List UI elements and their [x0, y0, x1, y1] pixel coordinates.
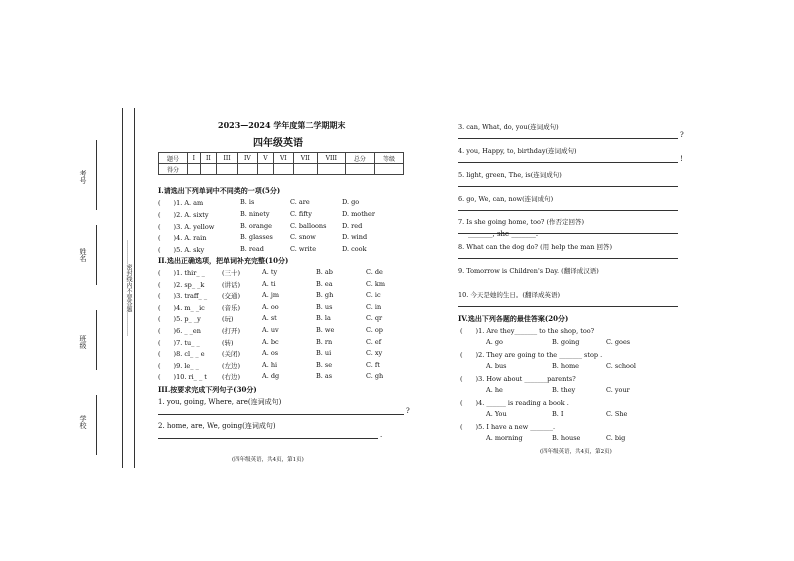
option-c[interactable]: C. op — [366, 326, 383, 334]
option-a[interactable]: A. You — [486, 410, 507, 418]
question-stem: ( )4. m_ _ic — [158, 303, 205, 312]
answer-end-mark: ! — [680, 155, 683, 163]
chinese-hint: (打开) — [222, 327, 241, 335]
question-stem: 9. Tomorrow is Children's Day. (翻译成汉语) — [458, 267, 599, 275]
option-c[interactable]: C. ft — [366, 360, 380, 369]
option-b[interactable]: B. ea — [316, 279, 333, 288]
option-a[interactable]: A. oo — [262, 302, 279, 311]
question-stem: ( )1. Are they_______ to the shop, too? — [460, 327, 595, 335]
option-c[interactable]: C. in — [366, 302, 382, 311]
score-cell[interactable] — [273, 164, 293, 175]
score-cell[interactable] — [257, 164, 273, 175]
answer-line[interactable] — [458, 138, 678, 139]
section1-title: I.请选出下列单词中不同类的一项(5分) — [158, 186, 281, 195]
answer-line[interactable] — [158, 414, 404, 415]
option-d[interactable]: D. red — [342, 221, 363, 230]
option-a[interactable]: A. bus — [486, 362, 507, 370]
option-b[interactable]: B. I — [552, 410, 564, 418]
option-b[interactable]: B. we — [316, 326, 335, 334]
score-header-cell: 题号 — [159, 153, 188, 164]
question-stem: ( )3. traff_ _ — [158, 292, 208, 301]
score-table — [158, 152, 404, 175]
option-c[interactable]: C. write — [290, 245, 317, 254]
answer-end-mark: ? — [680, 131, 684, 139]
seal-line-2 — [134, 108, 135, 468]
option-b[interactable]: B. they — [552, 386, 576, 394]
option-b[interactable]: B. se — [316, 360, 333, 369]
score-header-cell: I — [188, 153, 201, 164]
option-c[interactable]: C. balloons — [290, 221, 327, 230]
option-b[interactable]: B. read — [240, 245, 264, 254]
question-stem: 6. go, We, can, now(连词成句) — [458, 195, 554, 203]
score-header-cell: 等级 — [374, 153, 403, 164]
option-a[interactable]: A. he — [486, 386, 503, 394]
option-b[interactable]: B. as — [316, 372, 333, 381]
question-stem: ( )6. _ _en — [158, 327, 201, 335]
option-a[interactable]: A. morning — [486, 434, 523, 442]
section4-title: IV.选出下列各题的最佳答案(20分) — [458, 314, 569, 323]
question-stem: ( )2. sp_ _k — [158, 280, 205, 289]
question-stem: ( )1. A. am — [158, 199, 204, 207]
chinese-hint: (转) — [222, 338, 234, 347]
question-stem: 8. What can the dog do? (用 help the man 回答) — [458, 243, 613, 251]
chinese-hint: (音乐) — [222, 303, 241, 312]
chinese-hint: (讲话) — [222, 280, 241, 289]
option-a[interactable]: A. dg — [262, 372, 280, 381]
option-c[interactable]: C. snow — [290, 233, 316, 242]
question-stem: 10. 今天是她的生日。(翻译成英语) — [458, 291, 560, 299]
question-stem: 7. Is she going home, too? (作否定回答) — [458, 218, 585, 226]
question-stem: 3. can, What, do, you(连词成句) — [458, 123, 559, 131]
seal-line-1 — [122, 108, 123, 468]
s3-question-1: 1. you, going, Where, are(连词成句) — [158, 398, 282, 406]
section2-title: II.选出正确选项，把单词补充完整(10分) — [158, 256, 289, 265]
option-b[interactable]: B. orange — [240, 221, 272, 230]
question-stem: ( )2. A. sixty — [158, 210, 209, 219]
score-cell[interactable] — [345, 164, 374, 175]
score-cell[interactable] — [374, 164, 403, 175]
option-c[interactable]: C. goes — [606, 338, 631, 346]
option-c[interactable]: C. xy — [366, 349, 383, 358]
score-header-cell: III — [217, 153, 238, 164]
option-c[interactable]: C. ic — [366, 291, 381, 300]
chinese-hint: (右边) — [222, 373, 241, 382]
option-c[interactable]: C. gh — [366, 372, 384, 381]
answer-line[interactable] — [458, 210, 678, 211]
chinese-hint: (三十) — [222, 269, 241, 277]
score-cell[interactable] — [237, 164, 257, 175]
answer-line[interactable] — [458, 258, 678, 259]
name-field[interactable] — [96, 225, 97, 285]
question-stem: ( )5. A. sky — [158, 246, 205, 255]
kaohao-label: 考号 — [79, 170, 87, 184]
chinese-hint: (左边) — [222, 361, 241, 370]
option-d[interactable]: D. go — [342, 198, 360, 206]
question-stem: 4. you, Happy, to, birthday(连词成句) — [458, 147, 577, 155]
question-stem: ( )4. A. rain — [158, 234, 207, 243]
option-d[interactable]: D. wind — [342, 233, 368, 242]
section3-title: III.按要求完成下列句子(30分) — [158, 385, 257, 394]
option-d[interactable]: D. cook — [342, 245, 367, 254]
school-label: 学校 — [79, 415, 87, 429]
kaohao-field[interactable] — [96, 140, 97, 210]
score-header-cell: V — [257, 153, 273, 164]
answer-line[interactable] — [458, 162, 678, 163]
option-a[interactable]: A. go — [486, 338, 503, 346]
question-stem: ( )9. le_ _ — [158, 361, 199, 370]
score-cell[interactable] — [188, 164, 201, 175]
question-stem: ( )3. A. yellow — [158, 222, 215, 231]
option-c[interactable]: C. km — [366, 279, 385, 288]
seal-text: …………密封线内不要答题………… — [125, 240, 132, 336]
option-b[interactable]: B. ninety — [240, 209, 270, 218]
chinese-hint: (关闭) — [222, 350, 241, 359]
score-cell[interactable] — [200, 164, 217, 175]
option-c[interactable]: C. school — [606, 362, 636, 370]
option-c[interactable]: C. She — [606, 410, 628, 418]
option-b[interactable]: B. gh — [316, 291, 334, 300]
question-stem: ( )1. thir_ _ — [158, 269, 205, 277]
school-field[interactable] — [96, 395, 97, 455]
question-stem: ( )3. How about _______parents? — [460, 375, 576, 383]
score-header-cell: VIII — [317, 153, 345, 164]
class-field[interactable] — [96, 310, 97, 370]
option-b[interactable]: B. ui — [316, 349, 332, 358]
q7-answer-template: _______, she _______. — [468, 230, 539, 238]
answer-line[interactable] — [458, 186, 678, 187]
question-stem: ( )4. ______ is reading a book . — [460, 399, 569, 407]
option-a[interactable]: A. st — [262, 314, 277, 323]
question-stem: ( )2. They are going to the _______ stop . — [460, 351, 603, 359]
answer-line[interactable] — [158, 438, 378, 439]
option-c[interactable]: C. are — [290, 198, 310, 206]
option-a[interactable]: A. uv — [262, 326, 279, 334]
option-b[interactable]: B. house — [552, 434, 581, 442]
score-header-cell: 总分 — [345, 153, 374, 164]
class-label: 班级 — [79, 335, 87, 349]
option-c[interactable]: C. your — [606, 386, 630, 394]
question-stem: ( )5. p_ _y — [158, 315, 201, 324]
option-a[interactable]: A. jm — [262, 291, 280, 300]
footer-page-2: (四年级英语，共4页，第2页) — [540, 449, 612, 455]
option-c[interactable]: C. fifty — [290, 209, 312, 218]
option-b[interactable]: B. rn — [316, 337, 333, 346]
option-d[interactable]: D. mother — [342, 209, 375, 218]
option-a[interactable]: A. os — [262, 349, 279, 358]
s3-question-2: 2. home, are, We, going(连词成句) — [158, 422, 276, 430]
score-cell[interactable] — [217, 164, 238, 175]
option-b[interactable]: B. glasses — [240, 233, 273, 242]
score-row-label: 得分 — [159, 164, 188, 175]
answer-end-mark: ? — [406, 407, 410, 415]
question-stem: ( )5. I have a new _______. — [460, 423, 556, 431]
option-a[interactable]: A. hi — [262, 360, 278, 369]
option-b[interactable]: B. home — [552, 362, 580, 370]
score-cell[interactable] — [317, 164, 345, 175]
option-b[interactable]: B. ab — [316, 268, 333, 276]
option-b[interactable]: B. la — [316, 314, 331, 323]
chinese-hint: (玩) — [222, 315, 234, 324]
question-stem: 5. light, green, The, is(连词成句) — [458, 171, 562, 179]
option-a[interactable]: A. ti — [262, 279, 276, 288]
subject-title: 四年级英语 — [253, 138, 303, 149]
exam-title: 2023—2024 学年度第二学期期末 — [218, 120, 346, 130]
option-c[interactable]: C. qr — [366, 314, 383, 323]
score-header-cell: II — [200, 153, 217, 164]
option-c[interactable]: C. ef — [366, 337, 382, 346]
option-b[interactable]: B. us — [316, 302, 333, 311]
option-b[interactable]: B. is — [240, 198, 255, 206]
score-header-cell: VI — [273, 153, 293, 164]
answer-end-mark: . — [380, 431, 383, 439]
question-stem: ( )7. tu_ _ — [158, 338, 200, 347]
score-cell[interactable] — [293, 164, 317, 175]
question-stem: ( )10. ri_ _ t — [158, 373, 207, 382]
option-c[interactable]: C. big — [606, 434, 626, 442]
score-header-cell: IV — [237, 153, 257, 164]
option-a[interactable]: A. bc — [262, 337, 279, 346]
footer-page-1: (四年级英语，共4页，第1页) — [232, 457, 304, 463]
chinese-hint: (交通) — [222, 292, 241, 301]
name-label: 姓名 — [79, 248, 87, 262]
option-a[interactable]: A. ty — [262, 268, 278, 276]
option-c[interactable]: C. de — [366, 268, 383, 276]
option-b[interactable]: B. going — [552, 338, 580, 346]
question-stem: ( )8. cl_ _ e — [158, 350, 205, 359]
score-header-cell: VII — [293, 153, 317, 164]
answer-line[interactable] — [458, 306, 678, 307]
